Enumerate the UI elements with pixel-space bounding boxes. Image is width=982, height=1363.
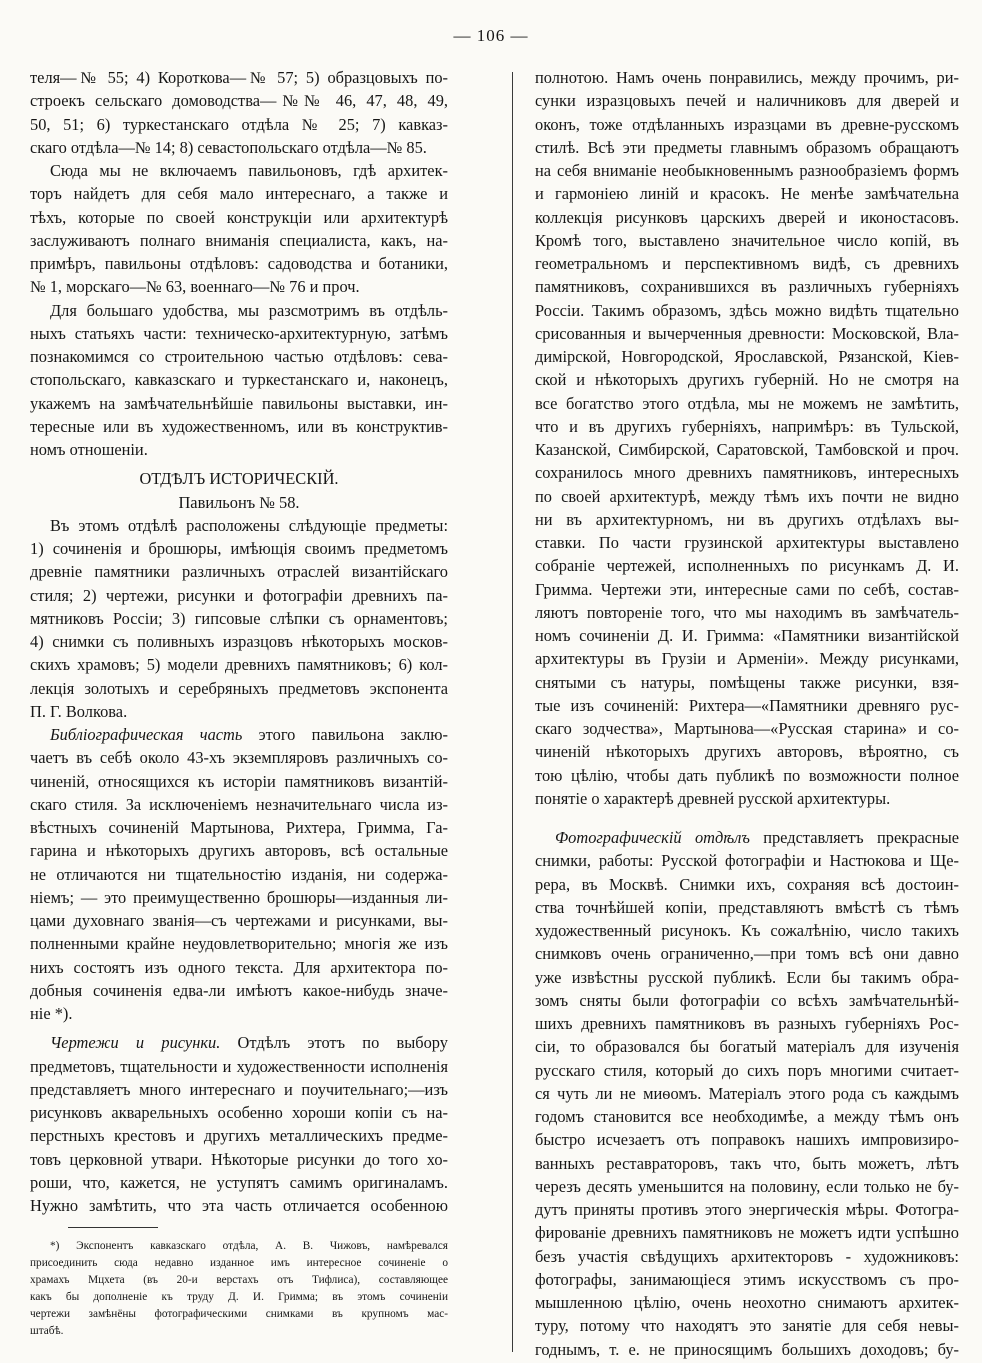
text-line bbox=[30, 653, 448, 676]
line-text: туру, потому что находятъ это занятіе для себя невы- bbox=[535, 1316, 959, 1336]
line-text: Казанской, Симбирской, Саратовской, Тамбовской и проч. bbox=[535, 440, 959, 459]
text-line bbox=[535, 345, 959, 368]
line-text: 1) сочиненія и брошюры, имѣющія своимъ предметомъ bbox=[30, 539, 448, 558]
text-line bbox=[535, 896, 959, 919]
text-line bbox=[535, 229, 959, 252]
text-line bbox=[30, 182, 448, 205]
line-text: перстныхъ крестовъ и другихъ металлическихъ предме- bbox=[30, 1126, 448, 1146]
text-line bbox=[30, 863, 448, 886]
line-text: какъ бы дополненіе къ труду Д. И. Гримма; въ этомъ сочиненіи bbox=[30, 1291, 448, 1304]
line-text: фированіе древнихъ памятниковъ не можетъ идти успѣшно bbox=[535, 1223, 959, 1243]
footnote-line bbox=[30, 1255, 448, 1272]
text-line bbox=[535, 942, 959, 965]
line-text: что и въ другихъ губерніяхъ, напримѣръ: въ Тульской, bbox=[535, 416, 959, 436]
line-text: храмахъ Мцхета (въ 20-и верстахъ отъ Тифлиса), составляющее bbox=[30, 1274, 448, 1287]
text-line bbox=[30, 322, 448, 345]
line-text: нихъ состоятъ изъ одного текста. Для архитектора по- bbox=[30, 957, 448, 977]
line-text: снимки, работы: Русской фотографіи и Настюкова и Ще- bbox=[535, 851, 959, 871]
line-text: не отличаются ни тщательностію изданія, ни содержа- bbox=[30, 864, 448, 884]
line-text: чертежи замѣнёны фотографическими снимками въ крупномъ мас- bbox=[30, 1308, 448, 1321]
text-line bbox=[535, 182, 959, 205]
text-line bbox=[535, 601, 959, 624]
text-line bbox=[535, 873, 959, 896]
line-text: понятіе о характерѣ древней русской архитектуры. bbox=[535, 788, 891, 808]
text-line bbox=[30, 415, 448, 438]
line-text: товъ церковной утвари. Нѣкоторые рисунки до того хо- bbox=[30, 1149, 448, 1169]
line-text: рера, въ Москвѣ. Снимки ихъ, сохраняя всѣ достоин- bbox=[535, 874, 959, 894]
line-text: Россіи. Такимъ образомъ, здѣсь можно видѣть тщательно bbox=[535, 300, 959, 320]
line-text: строекъ сельскаго домоводства—№№ 46, 47, 48, 49, bbox=[30, 91, 448, 111]
line-text: номъ сочиненіи Д. И. Гримма: «Памятники византійской bbox=[535, 626, 959, 645]
text-line bbox=[535, 392, 959, 415]
line-text: геометральномъ и перспективномъ видѣ, съ древнихъ bbox=[535, 254, 959, 273]
text-line bbox=[30, 275, 448, 298]
line-text: русскаго стиля, который до сихъ поръ многими считает- bbox=[535, 1060, 959, 1080]
text-line bbox=[535, 275, 959, 298]
italic-run-in-heading: Фотографическій отдѣлъ bbox=[555, 828, 750, 847]
text-line bbox=[535, 159, 959, 182]
line-text: древніе памятники различныхъ отраслей византійскаго bbox=[30, 562, 448, 582]
line-text: полнотою. Намъ очень понравились, между прочимъ, ри- bbox=[535, 68, 959, 87]
line-text: собраніе чертежей, исполненныхъ по рисункамъ Д. И. bbox=[535, 556, 959, 576]
text-line bbox=[535, 299, 959, 322]
line-text: Кромѣ того, выставлено значительное число копій, въ bbox=[535, 230, 959, 250]
line-text: быстро исчезаетъ отъ поправокъ нашихъ импровизиро- bbox=[535, 1130, 959, 1150]
line-text: зомъ сняты были фотографіи со всѣхъ замѣчательнѣй- bbox=[535, 990, 959, 1010]
text-line bbox=[535, 89, 959, 112]
text-line bbox=[535, 1012, 959, 1035]
text-line bbox=[30, 1055, 448, 1078]
line-text: гарина и нѣкоторыхъ другихъ авторовъ, всѣ остальные bbox=[30, 841, 448, 861]
text-line bbox=[30, 491, 448, 514]
line-text: ніе *). bbox=[30, 1004, 73, 1023]
text-line bbox=[535, 787, 959, 810]
text-line bbox=[535, 136, 959, 159]
text-line bbox=[535, 531, 959, 554]
line-text: стиля; 2) чертежи, рисунки и фотографіи древнихъ па- bbox=[30, 585, 448, 605]
line-text: архитектуры въ Грузіи и Арменіи». Между рисунками, bbox=[535, 649, 959, 669]
text-line bbox=[30, 770, 448, 793]
line-text: коллекція рисунковъ царскихъ дверей и иконостасовъ. bbox=[535, 207, 959, 227]
text-line bbox=[30, 66, 448, 89]
line-text: лекція золотыхъ и серебряныхъ предметовъ экспонента bbox=[30, 678, 448, 698]
text-line bbox=[30, 793, 448, 816]
line-text: тересные или въ художественномъ, или въ конструктив- bbox=[30, 416, 448, 436]
line-text: присоединить сюда недавно изданное имъ интересное сочиненіе о bbox=[30, 1257, 448, 1270]
text-line bbox=[535, 717, 959, 740]
footnote-line bbox=[30, 1289, 448, 1306]
text-line bbox=[535, 826, 959, 849]
line-text: Отдѣлъ этотъ по выбору bbox=[220, 1033, 448, 1053]
text-line bbox=[30, 839, 448, 862]
text-line bbox=[535, 671, 959, 694]
text-line bbox=[535, 508, 959, 531]
line-text: ставки. По части грузинской архитектуры выставлено bbox=[535, 533, 959, 552]
line-text: шихъ древнихъ памятниковъ въ разныхъ губерніяхъ Рос- bbox=[535, 1014, 959, 1033]
text-line bbox=[30, 345, 448, 368]
text-line bbox=[535, 1152, 959, 1175]
text-line bbox=[30, 1124, 448, 1147]
line-text: скихъ храмовъ; 5) модели древнихъ памятниковъ; 6) кол- bbox=[30, 655, 448, 675]
text-line bbox=[535, 1105, 959, 1128]
line-text: вѣстныхъ сочиненій Мартынова, Рихтера, Гримма, Га- bbox=[30, 818, 448, 837]
line-text: ни въ архитектурномъ, ни въ другихъ отдѣлахъ вы- bbox=[535, 509, 959, 529]
line-text: ныхъ статьяхъ части: техническо-архитектурную, затѣмъ bbox=[30, 323, 448, 343]
text-line bbox=[535, 206, 959, 229]
text-line bbox=[535, 1338, 959, 1361]
footnote-line bbox=[30, 1238, 448, 1255]
text-line bbox=[535, 849, 959, 872]
text-line bbox=[30, 299, 448, 322]
text-line bbox=[535, 461, 959, 484]
text-line bbox=[30, 368, 448, 391]
text-line bbox=[535, 485, 959, 508]
text-line bbox=[535, 1245, 959, 1268]
text-line bbox=[30, 514, 448, 537]
italic-run-in-heading: Чертежи и рисунки. bbox=[50, 1033, 221, 1053]
line-text: торъ найдетъ для себя мало интереснаго, а также и bbox=[30, 184, 448, 204]
line-text: по своей архитектурѣ, между тѣмъ ихъ почти не видно bbox=[535, 486, 959, 506]
text-line bbox=[30, 677, 448, 700]
text-line bbox=[535, 1082, 959, 1105]
line-text: тые изъ сочиненій: Рихтера—«Памятники древняго рус- bbox=[535, 695, 959, 715]
line-text: уже извѣстны русской публикѣ. Если бы такимъ обра- bbox=[535, 967, 959, 987]
right-column bbox=[535, 66, 959, 1361]
footnote-line bbox=[30, 1323, 448, 1340]
line-text: № 1, морскаго—№ 63, военнаго—№ 76 и проч. bbox=[30, 277, 360, 297]
text-line bbox=[30, 1101, 448, 1124]
text-line bbox=[30, 537, 448, 560]
text-line bbox=[535, 694, 959, 717]
text-line bbox=[535, 647, 959, 670]
line-text: дутъ приняты противъ этого энергическія мѣры. Фотогра- bbox=[535, 1200, 959, 1219]
text-line bbox=[30, 746, 448, 769]
line-text: тою цѣлію, чтобы дать публикѣ по возможности полное bbox=[535, 765, 959, 785]
right-column-text bbox=[535, 66, 959, 1361]
line-text: мятниковъ Россіи; 3) гипсовые слѣпки съ орнаментовъ; bbox=[30, 608, 448, 628]
text-line bbox=[535, 764, 959, 787]
text-line bbox=[30, 1194, 448, 1217]
text-line bbox=[30, 1171, 448, 1194]
line-text: *) Экспонентъ кавказскаго отдѣла, А. В. Чижовъ, намѣревался bbox=[50, 1240, 448, 1253]
line-text: сунки изразцовыхъ печей и наличниковъ для дверей и bbox=[535, 91, 959, 111]
line-text: безъ участія свѣдущихъ архитекторовъ - художниковъ: bbox=[535, 1246, 959, 1266]
line-text: чиненій нѣкоторыхъ другихъ авторовъ, вѣроятно, съ bbox=[535, 742, 959, 762]
text-line bbox=[535, 989, 959, 1012]
text-line bbox=[535, 554, 959, 577]
line-text: ся чуть ли не миѳомъ. Матеріалъ этого рода съ каждымъ bbox=[535, 1083, 959, 1103]
line-text: стилѣ. Всѣ эти предметы главнымъ образомъ обращаютъ bbox=[535, 137, 959, 157]
text-line bbox=[535, 966, 959, 989]
text-line bbox=[30, 89, 448, 112]
line-text: представляетъ много интереснаго и поучительнаго;—изъ bbox=[30, 1079, 448, 1099]
line-text: 4) снимки съ поливныхъ изразцовъ нѣкоторыхъ москов- bbox=[30, 632, 448, 651]
line-text: срисованныя и вычерченныя древности: Московской, Вла- bbox=[535, 323, 959, 343]
text-line bbox=[30, 700, 448, 723]
text-line bbox=[30, 723, 448, 746]
line-text: 50, 51; 6) туркестанскаго отдѣла № 25; 7) кавказ- bbox=[30, 114, 448, 134]
line-text: представляетъ прекрасные bbox=[749, 828, 959, 847]
line-text: Въ этомъ отдѣлѣ расположены слѣдующіе предметы: bbox=[50, 515, 448, 535]
text-line bbox=[535, 624, 959, 647]
line-text: заслуживаютъ полнаго вниманія специалиста, какъ, на- bbox=[30, 230, 448, 250]
line-text: годомъ становится все необходимѣе, а между тѣмъ онъ bbox=[535, 1107, 959, 1126]
left-column-text bbox=[30, 66, 448, 1217]
text-line bbox=[30, 229, 448, 252]
line-text: цами духовнаго званія—съ чертежами и рисунками, вы- bbox=[30, 911, 448, 930]
italic-run-in-heading: Библіографическая часть bbox=[50, 725, 243, 744]
text-line bbox=[30, 252, 448, 275]
text-line bbox=[535, 578, 959, 601]
page-number: — 106 — bbox=[453, 26, 529, 45]
line-text: ніемъ; — это преимущественно брошюры—изданныя ли- bbox=[30, 887, 448, 907]
line-text: добныя сочиненія едва-ли имѣютъ какое-нибудь значе- bbox=[30, 980, 448, 1000]
line-text: мышленною цѣлію, очень неохотно снимаютъ архитек- bbox=[535, 1293, 959, 1312]
text-line bbox=[30, 159, 448, 182]
text-line bbox=[535, 1128, 959, 1151]
line-text: П. Г. Волкова. bbox=[30, 701, 128, 721]
text-line bbox=[535, 368, 959, 391]
left-column bbox=[30, 66, 448, 1340]
line-text: ванныхъ реставраторовъ, такъ что, быть можетъ, лѣтъ bbox=[535, 1153, 959, 1173]
line-text: художественный рисунокъ. Къ сожалѣнію, число такихъ bbox=[535, 921, 959, 940]
line-text: фотографы, занимающіеся этимъ искусствомъ съ про- bbox=[535, 1269, 959, 1289]
footnote-rule bbox=[68, 1227, 158, 1228]
line-text: предметовъ, тщательности и художественности исполненія bbox=[30, 1056, 448, 1076]
text-line bbox=[30, 392, 448, 415]
line-text: скаго отдѣла—№ 14; 8) севастопольскаго отдѣла—№ 85. bbox=[30, 137, 427, 157]
line-text: ства точнѣйшей копіи, представляютъ вмѣстѣ съ тѣмъ bbox=[535, 897, 959, 917]
line-text: скаго стиля. За исключеніемъ незначительнаго числа из- bbox=[30, 794, 448, 814]
line-text: роши, что, кажется, не уступятъ самимъ оригиналамъ. bbox=[30, 1172, 448, 1192]
line-text: стопольскаго, кавказскаго и туркестанскаго и, наконецъ, bbox=[30, 370, 448, 390]
text-line bbox=[535, 740, 959, 763]
text-line bbox=[535, 1059, 959, 1082]
line-text: тѣхъ, которые по своей конструкціи или архитектурѣ bbox=[30, 207, 448, 227]
line-text: ляютъ повтореніе того, что мы находимъ въ замѣчатель- bbox=[535, 602, 959, 622]
text-line bbox=[30, 584, 448, 607]
column-divider bbox=[512, 72, 513, 1352]
line-text: полненными крайне неудовлетворительно; многія же изъ bbox=[30, 934, 448, 954]
text-line bbox=[30, 1031, 448, 1054]
line-text: Сюда мы не включаемъ павильоновъ, гдѣ архитек- bbox=[50, 161, 448, 180]
line-text: штабѣ. bbox=[30, 1325, 64, 1338]
line-text: снятыми съ натуры, помѣщены также рисунки, взя- bbox=[535, 672, 959, 692]
text-line bbox=[535, 1221, 959, 1244]
text-line bbox=[30, 956, 448, 979]
text-line bbox=[535, 438, 959, 461]
text-line bbox=[535, 1314, 959, 1337]
line-text: рисунковъ акварельныхъ особенно хороши копіи съ на- bbox=[30, 1103, 448, 1122]
footnote-line bbox=[30, 1272, 448, 1289]
line-text: Гримма. Чертежи эти, интересные сами по себѣ, состав- bbox=[535, 579, 959, 599]
line-text: годнымъ, т. е. не приносящимъ большихъ доходовъ; бу- bbox=[535, 1339, 959, 1359]
text-line bbox=[535, 252, 959, 275]
line-text: этого павильона заклю- bbox=[242, 725, 448, 744]
line-text: чаетъ въ себѣ около 43-хъ экземпляровъ различныхъ со- bbox=[30, 748, 448, 768]
text-line bbox=[535, 415, 959, 438]
text-line bbox=[30, 630, 448, 653]
line-text: снимковъ очень ограниченно,—при томъ всѣ они давно bbox=[535, 944, 959, 964]
line-text: примѣръ, павильоны отдѣловъ: садоводства и ботаники, bbox=[30, 254, 448, 273]
footnote-line bbox=[30, 1306, 448, 1323]
text-line bbox=[30, 979, 448, 1002]
text-line bbox=[535, 1268, 959, 1291]
text-line bbox=[535, 1035, 959, 1058]
line-text: скаго зодчества», Мартынова—«Русская старина» и со- bbox=[535, 719, 959, 738]
text-line bbox=[30, 136, 448, 159]
line-text: памятниковъ, сохранившихся въ различныхъ губерніяхъ bbox=[535, 277, 959, 297]
line-text: сіи, то образовался бы богатый матеріалъ для изученія bbox=[535, 1037, 959, 1057]
text-line bbox=[535, 1291, 959, 1314]
line-text: теля—№ 55; 4) Короткова—№ 57; 5) образцовыхъ по- bbox=[30, 68, 448, 87]
text-line bbox=[30, 1002, 448, 1025]
line-text: димірской, Новгородской, Ярославской, Рязанской, Кіев- bbox=[535, 347, 959, 366]
text-line bbox=[535, 113, 959, 136]
text-line bbox=[30, 560, 448, 583]
line-text: номъ отношеніи. bbox=[30, 440, 148, 459]
text-line bbox=[535, 1175, 959, 1198]
text-line bbox=[30, 1078, 448, 1101]
text-line bbox=[30, 1148, 448, 1171]
line-text: чиненій, относящихся къ исторіи памятниковъ византій- bbox=[30, 771, 448, 791]
line-text: оконъ, тоже отдѣланныхъ изразцами въ древне-русскомъ bbox=[535, 114, 959, 134]
line-text: ской и нѣкоторыхъ другихъ губерній. Но не смотря на bbox=[535, 370, 959, 390]
text-line bbox=[30, 909, 448, 932]
text-line bbox=[30, 886, 448, 909]
line-text: черезъ десять уменьшится на половину, если только не бу- bbox=[535, 1176, 959, 1196]
line-text: сохранилось много древнихъ памятниковъ, интересныхъ bbox=[535, 463, 959, 483]
text-line bbox=[30, 113, 448, 136]
text-line bbox=[535, 322, 959, 345]
line-text: Для большаго удобства, мы разсмотримъ въ отдѣль- bbox=[50, 300, 448, 320]
text-line bbox=[30, 438, 448, 461]
line-text: укажемъ на замѣчательнѣйшіе павильоны выставки, ин- bbox=[30, 393, 448, 413]
line-text: на себя вниманіе необыкновеннымъ разнообразіемъ формъ bbox=[535, 161, 959, 180]
line-text: познакомимся со строительною частью отдѣловъ: сева- bbox=[30, 347, 448, 366]
line-text: Павильонъ № 58. bbox=[178, 492, 300, 512]
text-line bbox=[30, 932, 448, 955]
line-text: ОТДѢЛЪ ИСТОРИЧЕСКІЙ. bbox=[139, 469, 339, 489]
line-text: Нужно замѣтить, что эта часть отличается особенною bbox=[30, 1196, 448, 1215]
text-line bbox=[30, 607, 448, 630]
line-text: все богатство этого отдѣла, мы не можемъ не замѣтить, bbox=[535, 393, 959, 413]
text-line bbox=[535, 1198, 959, 1221]
text-line bbox=[30, 816, 448, 839]
text-line bbox=[535, 66, 959, 89]
text-line bbox=[535, 919, 959, 942]
text-line bbox=[30, 467, 448, 490]
footnote bbox=[30, 1238, 448, 1340]
line-text: и гармоніею линій и красокъ. Не менѣе замѣчательна bbox=[535, 184, 959, 204]
text-line bbox=[30, 206, 448, 229]
